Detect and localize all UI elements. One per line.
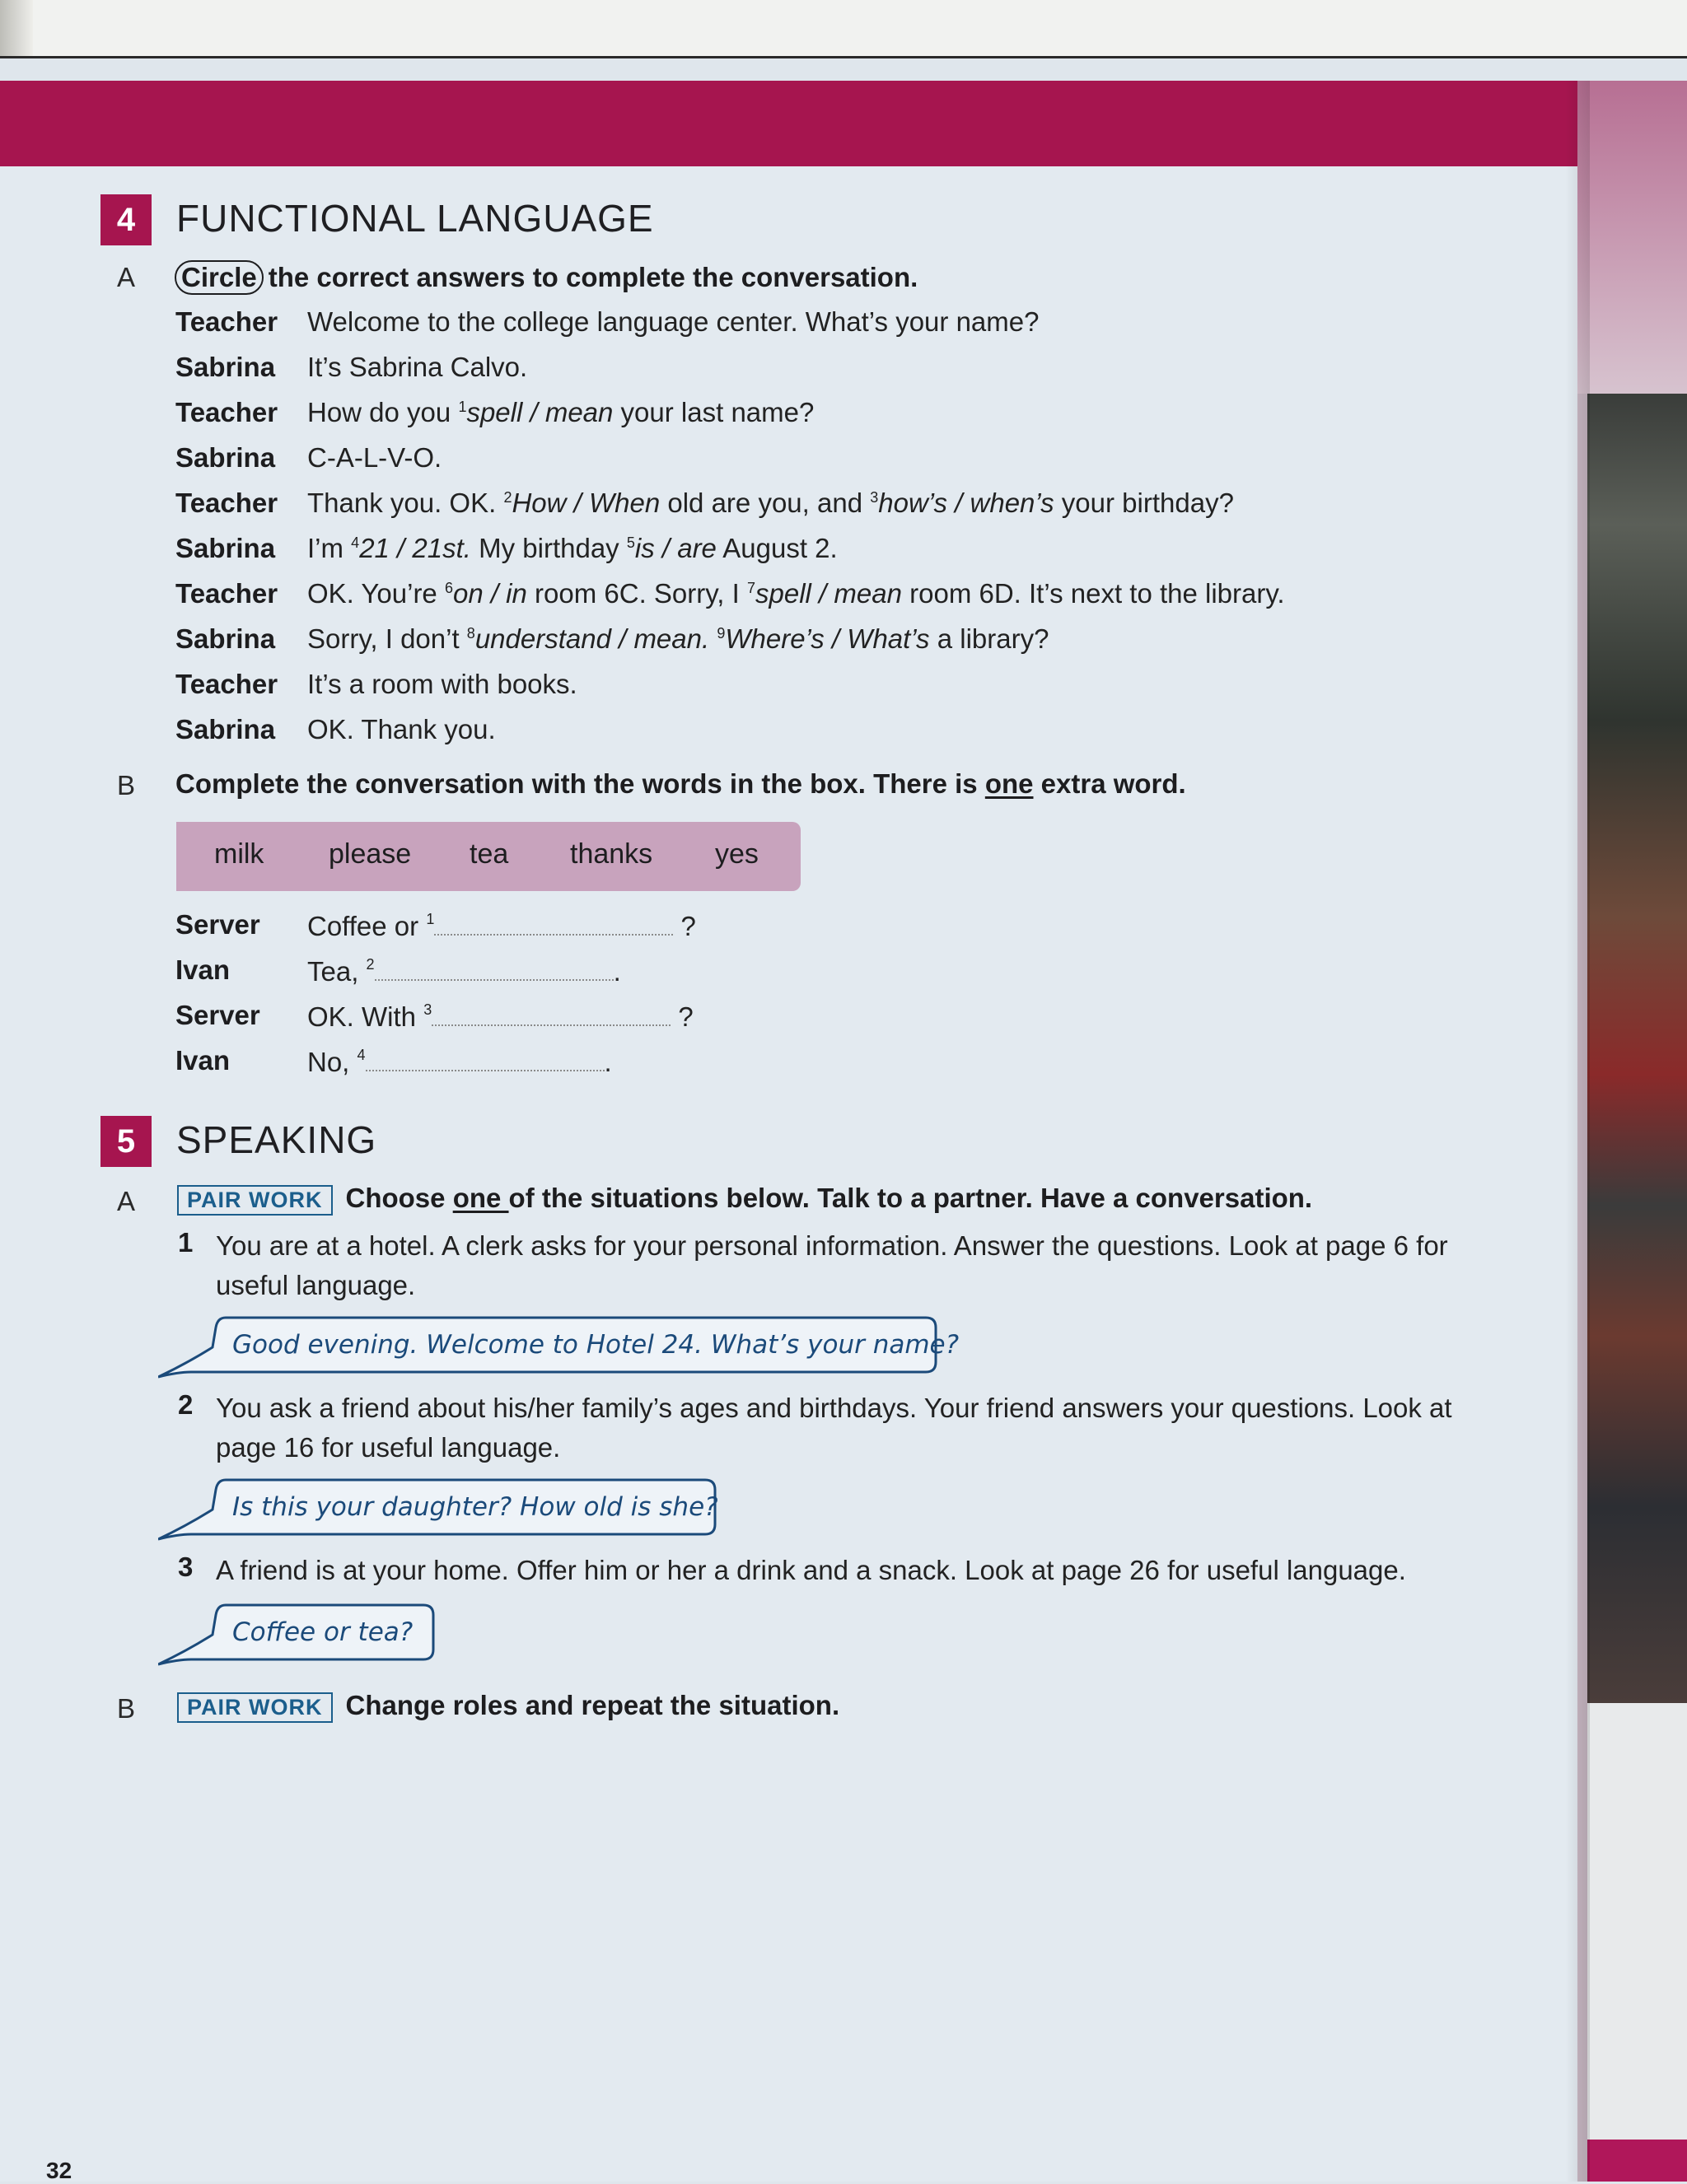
text-run: My birthday [470,533,627,563]
dialog-line [307,488,1234,519]
item-line: useful language. [216,1270,416,1300]
text-run [709,623,717,654]
section-title: FUNCTIONAL LANGUAGE [176,197,654,240]
answer-choice[interactable]: on / in [452,578,527,609]
word-box-item: yes [715,838,759,870]
text-run: No, [307,1047,357,1077]
speaker: Server [175,909,260,940]
gap-number: 8 [466,625,475,642]
speech-bubble [158,1602,438,1668]
speaker: Ivan [175,954,231,985]
text-run: Sorry, I don’t [307,623,467,654]
item-text [216,1551,1406,1590]
speaker: Teacher [175,578,278,609]
instruction-underlined: one [984,768,1034,799]
dialog-line [307,1045,612,1078]
speaker: Sabrina [175,533,276,563]
section-number-badge: 5 [100,1116,152,1167]
speaker: Teacher [175,306,278,337]
gap-number: 3 [870,489,879,506]
text-run: Thank you. OK. [307,488,504,518]
part-letter: B [117,1693,136,1724]
text-run: I’m [307,533,352,563]
text-run: August 2. [716,533,838,563]
answer-choice[interactable]: is / are [634,533,717,563]
text-run: room 6D. It’s next to the library. [901,578,1285,609]
word-box-item: tea [470,838,509,870]
answer-choice[interactable]: understand / mean. [474,623,710,654]
part-instruction [175,768,1186,800]
dialog-line [307,623,1049,655]
answer-blank[interactable] [366,1045,605,1071]
bubble-text: Coffee or tea? [232,1617,414,1647]
speech-bubble [158,1477,720,1542]
text-run: Coffee or [307,911,427,941]
pair-work-badge: PAIR WORK [177,1692,333,1723]
part-instruction [175,260,918,295]
word-box [176,822,801,891]
answer-choice[interactable]: spell / mean [755,578,902,609]
instruction-text: of the situations below. Talk to a partner. Have a conversation. [508,1183,1313,1213]
text-run: old are you, and [660,488,871,518]
item-text [216,1388,1452,1468]
text-run: ? [678,1001,694,1032]
dialog-line: It’s Sabrina Calvo. [307,352,528,382]
instruction-text: Complete the conversation with the words in the box. There is [175,768,985,799]
dialog-line [307,954,621,987]
word-box-item: thanks [570,838,653,870]
gap-number: 1 [458,399,467,415]
speaker: Sabrina [175,623,276,654]
gap-number: 2 [503,489,512,506]
header-band [0,81,1582,166]
bubble-text: Good evening. Welcome to Hotel 24. What’s your name? [232,1330,960,1360]
speaker: Sabrina [175,714,276,744]
bubble-text: Is this your daughter? How old is she? [232,1492,718,1522]
gap-number: 9 [717,625,726,642]
dialog-line [307,533,838,564]
next-page-pink-bottom [1587,2140,1687,2182]
dialog-line: C-A-L-V-O. [307,442,442,473]
part-letter: B [117,770,136,800]
answer-choice[interactable]: 21 / 21st. [359,533,471,563]
instruction-text: the correct answers to complete the conversation. [268,262,918,292]
photo-strip [1587,394,1687,1703]
speaker: Teacher [175,669,278,699]
answer-choice[interactable]: how’s / when’s [878,488,1054,518]
item-number: 3 [178,1552,194,1582]
speech-bubble [158,1314,960,1380]
speaker: Sabrina [175,442,276,473]
instruction-text: Change roles and repeat the situation. [345,1690,840,1720]
instruction-underlined: one [452,1183,509,1213]
item-text [216,1226,1448,1305]
text-run: OK. You’re [307,578,445,609]
gap-number: 1 [426,911,435,927]
part-letter: A [117,1186,136,1216]
answer-blank[interactable] [434,909,673,936]
gap-number: 4 [357,1047,366,1063]
answer-blank[interactable] [375,954,614,981]
speaker: Teacher [175,397,278,427]
gap-number: 2 [366,956,375,973]
next-page-white [1587,1703,1687,2140]
part-instruction [177,1183,1312,1216]
part-letter: A [117,262,136,292]
gap-number: 6 [444,580,453,596]
dialog-line [307,1000,694,1033]
text-run: . [604,1047,612,1077]
dialog-line: Welcome to the college language center. What’s your name? [307,306,1040,337]
item-number: 1 [178,1227,194,1258]
word-box-item: please [329,838,412,870]
dialog-line [307,578,1285,609]
answer-blank[interactable] [432,1000,671,1026]
item-line: You are at a hotel. A clerk asks for your personal information. Answer the questions. Look at page 6 for [216,1230,1448,1261]
page-number: 32 [46,2158,72,2183]
text-run: your birthday? [1054,488,1234,518]
dialog-line [307,397,814,428]
section-number-badge: 4 [100,194,152,245]
instruction-text: extra word. [1033,768,1186,799]
gap-number: 7 [747,580,756,596]
answer-choice[interactable]: spell / mean [466,397,614,427]
next-page-pink [1577,81,1687,394]
previous-page-strip [0,0,1687,58]
text-run: OK. With [307,1001,424,1032]
speaker: Ivan [175,1045,231,1076]
pair-work-badge: PAIR WORK [177,1185,333,1216]
item-number: 2 [178,1389,194,1420]
text-run: Tea, [307,956,367,987]
item-line: You ask a friend about his/her family’s ages and birthdays. Your friend answers your questions. Look at [216,1393,1452,1423]
instruction-text: Choose [345,1183,453,1213]
item-line: A friend is at your home. Offer him or her a drink and a snack. Look at page 26 for useful language. [216,1555,1406,1585]
page-spine-shadow [1565,81,1590,2182]
dialog-line [307,909,696,942]
dialog-line: It’s a room with books. [307,669,577,699]
speaker: Sabrina [175,352,276,382]
page-fold [0,0,33,56]
next-page-edge [1577,81,1687,2182]
speaker: Server [175,1000,260,1030]
part-instruction [177,1690,839,1723]
text-run: . [613,956,621,987]
circle-word: Circle [175,260,264,295]
answer-choice[interactable]: Where’s / What’s [725,623,930,654]
text-run: ? [680,911,696,941]
gap-number: 5 [626,534,635,551]
text-run: your last name? [613,397,815,427]
gap-number: 3 [423,1001,432,1018]
text-run: How do you [307,397,459,427]
text-run: a library? [929,623,1049,654]
item-line: page 16 for useful language. [216,1432,561,1463]
section-title: SPEAKING [176,1118,377,1161]
speaker: Teacher [175,488,278,518]
answer-choice[interactable]: How / When [512,488,661,518]
gap-number: 4 [351,534,360,551]
word-box-item: milk [214,838,264,870]
text-run: room 6C. Sorry, I [526,578,747,609]
dialog-line: OK. Thank you. [307,714,496,744]
